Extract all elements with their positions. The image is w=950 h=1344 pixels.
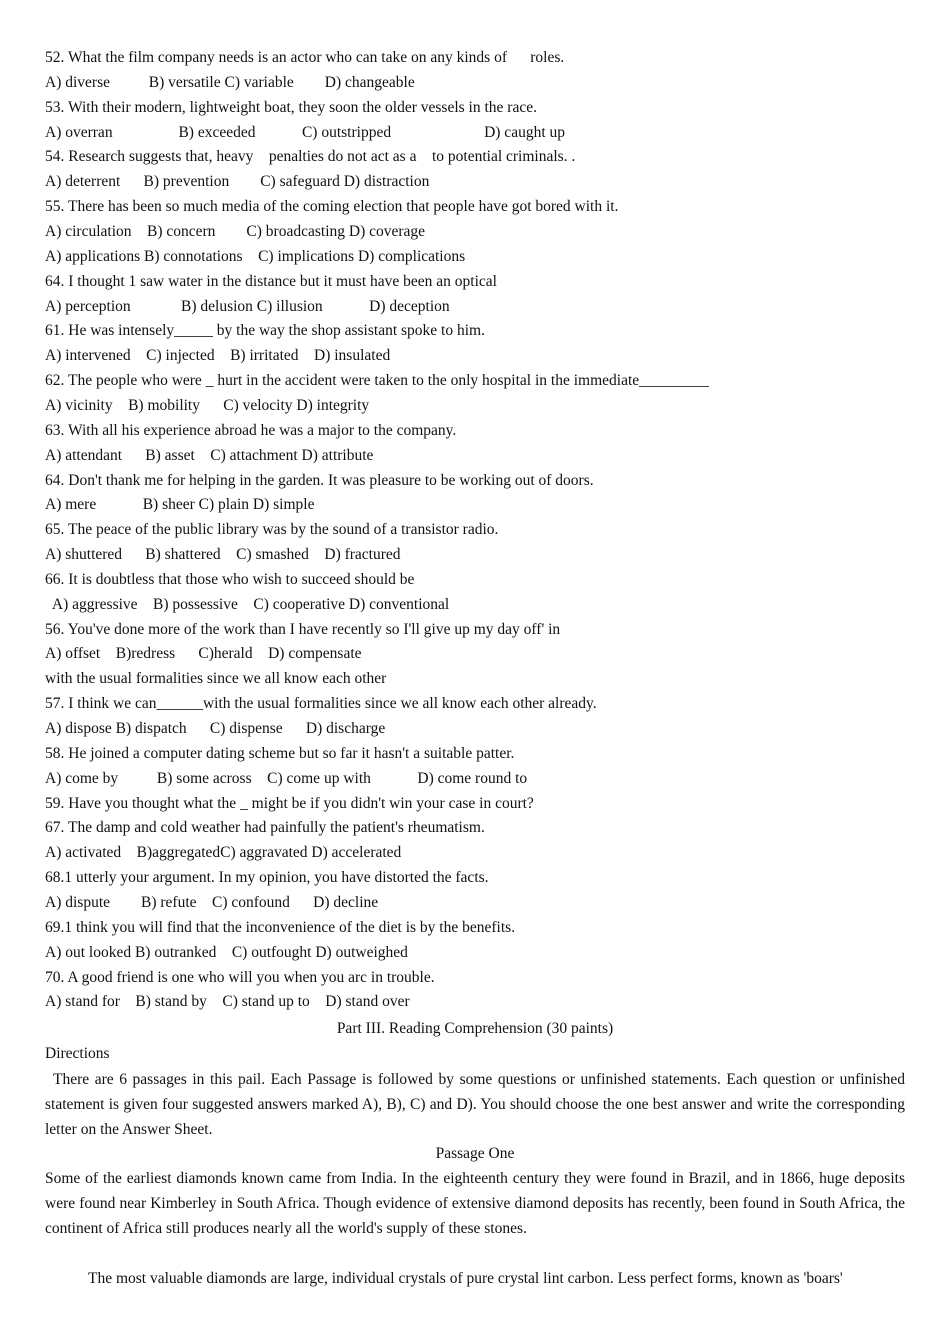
directions-label: Directions: [45, 1045, 110, 1062]
text-line: 64. I thought 1 saw water in the distance but it must have been an optical: [45, 272, 497, 290]
text-line: 66. It is doubtless that those who wish to succeed should be: [45, 570, 415, 588]
text-line: 56. You've done more of the work than I have recently so I'll give up my day off' in: [45, 620, 561, 638]
text-line: 62. The people who were _ hurt in the accident were taken to the only hospital in the immediate_________: [45, 372, 709, 390]
part-heading: Part III. Reading Comprehension (30 paints): [336, 1020, 614, 1037]
directions-text: There are 6 passages in this pail. Each Passage is followed by some questions or unfinished statements. Each question or unfinished statement is given four suggested answers marked A), B), C) and D). You should choose the one best answer and write the corresponding letter on the Answer Sheet.: [45, 1071, 905, 1138]
text-line: with the usual formalities since we all know each other: [45, 670, 387, 688]
text-line: A) stand for B) stand by C) stand up to D) stand over: [45, 993, 410, 1011]
text-line: 57. I think we can______with the usual formalities since we all know each other already.: [45, 695, 597, 713]
passage-title: Passage One: [435, 1145, 515, 1162]
text-line: 61. He was intensely_____ by the way the shop assistant spoke to him.: [45, 322, 485, 340]
passage-paragraph: The most valuable diamonds are large, individual crystals of pure crystal lint carbon. Less perfect forms, known as 'boars': [88, 1270, 843, 1287]
text-line: 64. Don't thank me for helping in the garden. It was pleasure to be working out of doors.: [45, 471, 594, 489]
text-line: 54. Research suggests that, heavy penalties do not act as a to potential criminals. .: [45, 148, 576, 166]
text-line: A) activated B)aggregatedC) aggravated D) accelerated: [45, 844, 402, 862]
text-line: 52. What the film company needs is an actor who can take on any kinds of roles.: [45, 49, 565, 66]
text-line: A) attendant B) asset C) attachment D) attribute: [45, 446, 374, 464]
text-line: A) dispute B) refute C) confound D) decline: [45, 893, 379, 911]
text-line: A) offset B)redress C)herald D) compensate: [45, 645, 362, 663]
text-line: A) intervened C) injected B) irritated D) insulated: [45, 347, 391, 365]
text-line: A) deterrent B) prevention C) safeguard D) distraction: [45, 173, 430, 191]
text-line: A) applications B) connotations C) implications D) complications: [45, 247, 466, 265]
text-line: 70. A good friend is one who will you when you arc in trouble.: [45, 968, 435, 986]
text-line: 55. There has been so much media of the coming election that people have got bored with it.: [45, 198, 619, 216]
text-line: 69.1 think you will find that the inconvenience of the diet is by the benefits.: [45, 918, 516, 936]
text-line: A) circulation B) concern C) broadcasting D) coverage: [45, 223, 426, 240]
text-line: A) mere B) sheer C) plain D) simple: [45, 496, 315, 514]
text-line: A) overran B) exceeded C) outstripped D) caught up: [45, 123, 565, 141]
text-line: A) vicinity B) mobility C) velocity D) integrity: [45, 396, 370, 414]
text-line: 68.1 utterly your argument. In my opinion, you have distorted the facts.: [45, 869, 489, 887]
text-line: A) aggressive B) possessive C) cooperative D) conventional: [45, 595, 450, 613]
text-line: A) come by B) some across C) come up with D) come round to: [45, 769, 528, 787]
text-line: 67. The damp and cold weather had painfully the patient's rheumatism.: [45, 819, 485, 837]
text-line: A) out looked B) outranked C) outfought D) outweighed: [45, 943, 408, 961]
text-line: 58. He joined a computer dating scheme but so far it hasn't a suitable patter.: [45, 744, 515, 762]
text-line: A) shuttered B) shattered C) smashed D) fractured: [45, 546, 401, 563]
text-line: A) perception B) delusion C) illusion D) deception: [45, 297, 450, 315]
text-line: 59. Have you thought what the _ might be if you didn't win your case in court?: [45, 794, 534, 812]
text-line: 63. With all his experience abroad he was a major to the company.: [45, 421, 457, 439]
text-line: A) diverse B) versatile C) variable D) changeable: [45, 73, 415, 91]
text-line: A) dispose B) dispatch C) dispense D) discharge: [45, 720, 386, 737]
text-line: 53. With their modern, lightweight boat, they soon the older vessels in the race.: [45, 98, 537, 116]
passage-paragraph: Some of the earliest diamonds known came from India. In the eighteenth century they were found in Brazil, and in 1866, huge deposits were found near Kimberley in South Africa. Though evidence of extensive diamond deposits has recently, been found in South Africa, the continent of Africa still produces nearly all the world's supply of these stones.: [45, 1170, 905, 1237]
text-line: 65. The peace of the public library was by the sound of a transistor radio.: [45, 521, 499, 539]
